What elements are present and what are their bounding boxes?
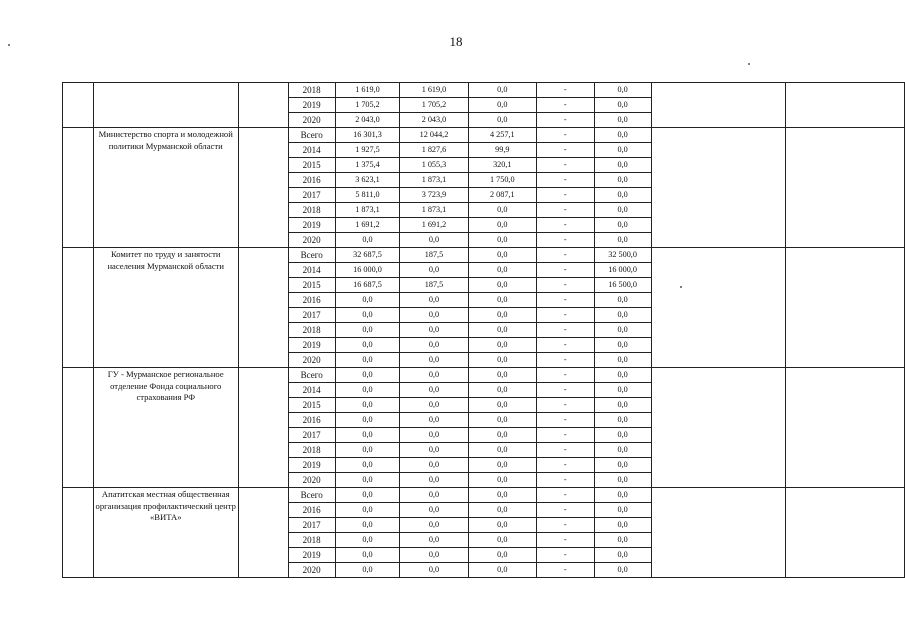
blank-cell [238,128,288,248]
amount-cell: 0,0 [400,428,468,443]
year-cell: 2015 [288,158,335,173]
index-cell [63,488,94,578]
amount-cell: 1 927,5 [335,143,400,158]
amount-cell: 0,0 [468,458,536,473]
amount-cell: 99,9 [468,143,536,158]
year-cell: 2019 [288,548,335,563]
table-row [63,128,905,143]
amount-cell: 0,0 [594,128,651,143]
amount-cell: 0,0 [335,563,400,578]
year-cell: 2020 [288,233,335,248]
amount-cell: 0,0 [468,278,536,293]
amount-cell: 0,0 [594,338,651,353]
blank-cell [238,488,288,578]
amount-cell: 0,0 [335,518,400,533]
year-cell: 2018 [288,323,335,338]
amount-cell: 3 723,9 [400,188,468,203]
amount-cell: - [536,188,594,203]
amount-cell: 0,0 [335,473,400,488]
year-cell: Всего [288,368,335,383]
amount-cell: 3 623,1 [335,173,400,188]
amount-cell: 0,0 [594,203,651,218]
amount-cell: 0,0 [400,503,468,518]
amount-cell: - [536,533,594,548]
amount-cell: 1 619,0 [335,83,400,98]
amount-cell: 0,0 [468,503,536,518]
amount-cell: 1 827,6 [400,143,468,158]
budget-table-body [63,83,905,578]
amount-cell: 187,5 [400,278,468,293]
year-cell: 2015 [288,398,335,413]
amount-cell: - [536,233,594,248]
amount-cell: 0,0 [468,383,536,398]
year-cell: 2015 [288,278,335,293]
amount-cell: 0,0 [400,263,468,278]
notes-cell [785,83,904,128]
amount-cell: - [536,218,594,233]
organization-cell: ГУ - Мурманское региональное отделение Фонда социального страхования РФ [93,368,238,488]
amount-cell: 0,0 [400,293,468,308]
amount-cell: 0,0 [594,518,651,533]
amount-cell: 0,0 [468,113,536,128]
amount-cell: - [536,203,594,218]
amount-cell: 0,0 [594,533,651,548]
table-row [63,248,905,263]
amount-cell: 0,0 [594,383,651,398]
amount-cell: 0,0 [400,563,468,578]
amount-cell: 1 055,3 [400,158,468,173]
amount-cell: 16 301,3 [335,128,400,143]
amount-cell: - [536,158,594,173]
amount-cell: 1 705,2 [400,98,468,113]
year-cell: 2019 [288,218,335,233]
amount-cell: 0,0 [400,353,468,368]
scan-speck [8,44,10,46]
amount-cell: 0,0 [400,548,468,563]
amount-cell: 0,0 [594,188,651,203]
year-cell: 2020 [288,353,335,368]
amount-cell: - [536,308,594,323]
amount-cell: 0,0 [594,428,651,443]
amount-cell: 0,0 [400,488,468,503]
amount-cell: 0,0 [335,308,400,323]
amount-cell: 0,0 [468,353,536,368]
amount-cell: 0,0 [400,413,468,428]
amount-cell: - [536,293,594,308]
amount-cell: 0,0 [594,293,651,308]
amount-cell: 16 000,0 [335,263,400,278]
amount-cell: 0,0 [468,428,536,443]
amount-cell: - [536,458,594,473]
amount-cell: - [536,548,594,563]
amount-cell: 16 000,0 [594,263,651,278]
amount-cell: 0,0 [594,473,651,488]
amount-cell: 1 750,0 [468,173,536,188]
amount-cell: - [536,383,594,398]
amount-cell: 0,0 [594,443,651,458]
amount-cell: 0,0 [335,458,400,473]
amount-cell: 32 500,0 [594,248,651,263]
amount-cell: 0,0 [335,383,400,398]
amount-cell: 0,0 [594,233,651,248]
year-cell: 2017 [288,518,335,533]
index-cell [63,248,94,368]
amount-cell: 0,0 [400,383,468,398]
organization-cell: Комитет по труду и занятости населения Мурманской области [93,248,238,368]
amount-cell: 0,0 [400,323,468,338]
amount-cell: 0,0 [400,443,468,458]
notes-cell [651,83,785,128]
amount-cell: 1 873,1 [335,203,400,218]
amount-cell: - [536,398,594,413]
table-row [63,83,905,98]
year-cell: 2016 [288,503,335,518]
amount-cell: 0,0 [468,413,536,428]
scan-speck [680,286,682,288]
amount-cell: 0,0 [594,308,651,323]
year-cell: 2014 [288,143,335,158]
amount-cell: - [536,278,594,293]
amount-cell: 0,0 [594,218,651,233]
blank-cell [238,248,288,368]
notes-cell [785,488,904,578]
amount-cell: 0,0 [400,338,468,353]
year-cell: 2018 [288,443,335,458]
table-row [63,488,905,503]
amount-cell: 0,0 [468,338,536,353]
amount-cell: - [536,113,594,128]
year-cell: 2017 [288,188,335,203]
amount-cell: 0,0 [468,293,536,308]
amount-cell: 0,0 [594,413,651,428]
amount-cell: 0,0 [400,308,468,323]
year-cell: 2019 [288,98,335,113]
year-cell: 2019 [288,338,335,353]
amount-cell: 0,0 [468,563,536,578]
amount-cell: - [536,98,594,113]
organization-cell: Министерство спорта и молодежной политики Мурманской области [93,128,238,248]
amount-cell: 2 087,1 [468,188,536,203]
year-cell: 2017 [288,428,335,443]
amount-cell: 0,0 [594,398,651,413]
amount-cell: 0,0 [594,98,651,113]
amount-cell: - [536,563,594,578]
table-row [63,368,905,383]
notes-cell [651,248,785,368]
amount-cell: 0,0 [468,263,536,278]
amount-cell: 1 705,2 [335,98,400,113]
amount-cell: 0,0 [594,143,651,158]
amount-cell: - [536,488,594,503]
amount-cell: - [536,263,594,278]
amount-cell: 0,0 [335,548,400,563]
amount-cell: - [536,503,594,518]
scan-speck [748,63,750,65]
amount-cell: - [536,143,594,158]
amount-cell: 1 375,4 [335,158,400,173]
index-cell [63,368,94,488]
blank-cell [238,368,288,488]
year-cell: 2019 [288,458,335,473]
amount-cell: 0,0 [400,233,468,248]
amount-cell: 0,0 [594,488,651,503]
amount-cell: - [536,473,594,488]
amount-cell: 0,0 [594,548,651,563]
year-cell: 2016 [288,293,335,308]
amount-cell: 0,0 [335,233,400,248]
amount-cell: 0,0 [335,503,400,518]
amount-cell: 32 687,5 [335,248,400,263]
amount-cell: 0,0 [400,533,468,548]
amount-cell: 2 043,0 [335,113,400,128]
blank-cell [238,83,288,128]
amount-cell: 0,0 [594,113,651,128]
organization-cell: Апатитская местная общественная организация профилактический центр «ВИТА» [93,488,238,578]
year-cell: 2014 [288,383,335,398]
amount-cell: - [536,323,594,338]
amount-cell: 0,0 [468,398,536,413]
amount-cell: 1 691,2 [335,218,400,233]
amount-cell: 0,0 [335,443,400,458]
amount-cell: 0,0 [468,473,536,488]
amount-cell: 0,0 [335,398,400,413]
amount-cell: 0,0 [335,428,400,443]
amount-cell: 0,0 [468,323,536,338]
amount-cell: 0,0 [400,368,468,383]
year-cell: 2016 [288,173,335,188]
amount-cell: 0,0 [594,83,651,98]
year-cell: 2018 [288,533,335,548]
year-cell: Всего [288,248,335,263]
amount-cell: 5 811,0 [335,188,400,203]
amount-cell: 0,0 [468,443,536,458]
notes-cell [651,128,785,248]
amount-cell: 0,0 [468,203,536,218]
amount-cell: 0,0 [400,518,468,533]
amount-cell: 0,0 [468,98,536,113]
amount-cell: 320,1 [468,158,536,173]
amount-cell: - [536,368,594,383]
amount-cell: 0,0 [468,218,536,233]
amount-cell: 1 873,1 [400,203,468,218]
amount-cell: 0,0 [468,533,536,548]
amount-cell: 1 873,1 [400,173,468,188]
amount-cell: 0,0 [594,323,651,338]
year-cell: 2017 [288,308,335,323]
amount-cell: 187,5 [400,248,468,263]
notes-cell [651,488,785,578]
amount-cell: 16 687,5 [335,278,400,293]
amount-cell: - [536,83,594,98]
organization-cell [93,83,238,128]
amount-cell: 0,0 [594,458,651,473]
amount-cell: 0,0 [335,353,400,368]
year-cell: 2020 [288,473,335,488]
amount-cell: 0,0 [594,158,651,173]
amount-cell: - [536,443,594,458]
amount-cell: 0,0 [335,413,400,428]
year-cell: Всего [288,488,335,503]
index-cell [63,83,94,128]
amount-cell: 1 691,2 [400,218,468,233]
amount-cell: 2 043,0 [400,113,468,128]
year-cell: 2018 [288,83,335,98]
amount-cell: 0,0 [335,533,400,548]
amount-cell: - [536,173,594,188]
amount-cell: 0,0 [468,488,536,503]
amount-cell: 0,0 [335,323,400,338]
year-cell: 2014 [288,263,335,278]
amount-cell: - [536,353,594,368]
amount-cell: 4 257,1 [468,128,536,143]
notes-cell [785,248,904,368]
amount-cell: - [536,518,594,533]
amount-cell: 0,0 [594,563,651,578]
amount-cell: 0,0 [468,548,536,563]
amount-cell: - [536,128,594,143]
year-cell: 2018 [288,203,335,218]
year-cell: 2016 [288,413,335,428]
index-cell [63,128,94,248]
amount-cell: 0,0 [468,518,536,533]
amount-cell: 0,0 [594,353,651,368]
amount-cell: 0,0 [468,308,536,323]
amount-cell: 0,0 [594,173,651,188]
amount-cell: 0,0 [335,368,400,383]
amount-cell: - [536,428,594,443]
notes-cell [785,368,904,488]
amount-cell: 12 044,2 [400,128,468,143]
page-number: 18 [449,34,463,49]
year-cell: 2020 [288,563,335,578]
budget-table [62,82,905,578]
amount-cell: 0,0 [335,293,400,308]
year-cell: 2020 [288,113,335,128]
amount-cell: 0,0 [335,338,400,353]
amount-cell: 0,0 [400,458,468,473]
amount-cell: - [536,413,594,428]
notes-cell [785,128,904,248]
amount-cell: 0,0 [468,83,536,98]
amount-cell: 0,0 [400,398,468,413]
amount-cell: 0,0 [468,248,536,263]
amount-cell: - [536,248,594,263]
amount-cell: 0,0 [594,368,651,383]
amount-cell: 16 500,0 [594,278,651,293]
amount-cell: 0,0 [594,503,651,518]
amount-cell: 0,0 [468,233,536,248]
amount-cell: 0,0 [400,473,468,488]
notes-cell [651,368,785,488]
amount-cell: 1 619,0 [400,83,468,98]
amount-cell: 0,0 [468,368,536,383]
year-cell: Всего [288,128,335,143]
amount-cell: - [536,338,594,353]
amount-cell: 0,0 [335,488,400,503]
